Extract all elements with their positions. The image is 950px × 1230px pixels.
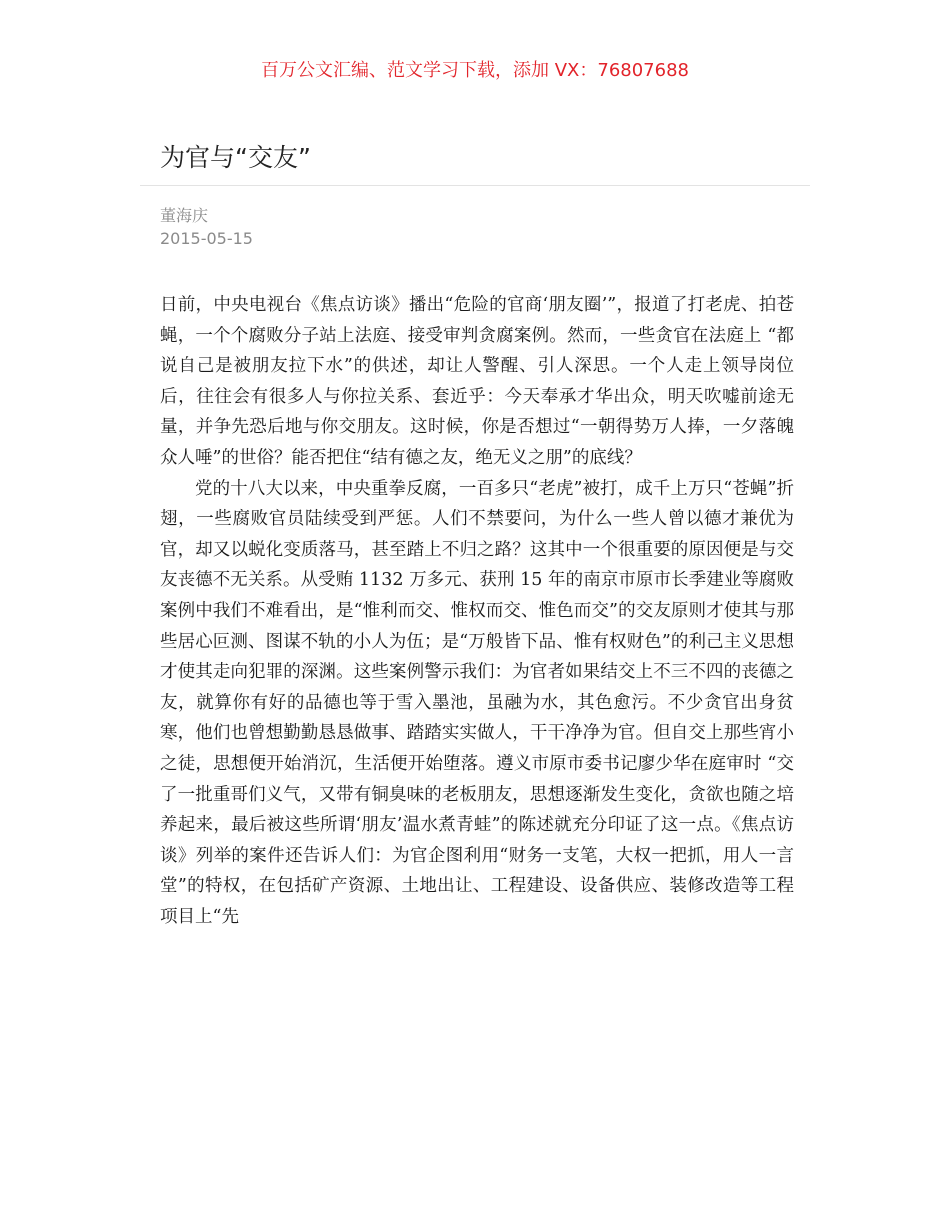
- article-body: [160, 290, 794, 932]
- article-author: 董海庆: [160, 206, 209, 225]
- article-date: 2015-05-15: [160, 229, 253, 248]
- article-paragraph: 日前，中央电视台《焦点访谈》播出“危险的官商‘朋友圈’”，报道了打老虎、拍苍蝇，一个个腐败分子站上法庭、接受审判贪腐案例。然而，一些贪官在法庭上 “都说自己是被朋友拉下水”的供述，却让人警醒、引人深思。一个人走上领导岗位后，往往会有很多人与你拉关系、套近乎：今天奉承才华出众，明天吹嘘前途无量，并争先恐后地与你交朋友。这时候，你是否想过“一朝得势万人捧，一夕落魄众人唾”的世俗？能否把住“结有德之友，绝无义之朋”的底线？: [160, 295, 794, 468]
- title-divider: [140, 185, 810, 186]
- promo-banner: 百万公文汇编、范文学习下载，添加 VX：76807688: [261, 60, 689, 81]
- article-paragraph: 党的十八大以来，中央重拳反腐，一百多只“老虎”被打，成千上万只“苍蝇”折翅，一些腐败官员陆续受到严惩。人们不禁要问，为什么一些人曾以德才兼优为官，却又以蜕化变质落马，甚至踏上不归之路？这其中一个很重要的原因便是与交友丧德不无关系。从受贿 1132 万多元、获刑 15 年的南京市原市长季建业等腐败案例中我们不难看出，是“惟利而交、惟权而交、惟色而交”的交友原则才使其与那些居心叵测、图谋不轨的小人为伍；是“万般皆下品、惟有权财色”的利己主义思想才使其走向犯罪的深渊。这些案例警示我们：为官者如果结交上不三不四的丧德之友，就算你有好的品德也等于雪入墨池，虽融为水，其色愈污。不少贪官出身贫寒，他们也曾想勤勤恳恳做事、踏踏实实做人，干干净净为官。但自交上那些宵小之徒，思想便开始消沉，生活便开始堕落。遵义市原市委书记廖少华在庭审时 “交了一批重哥们义气，又带有铜臭味的老板朋友，思想逐渐发生变化，贪欲也随之培养起来，最后被这些所谓‘朋友’温水煮青蛙”的陈述就充分印证了这一点。《焦点访谈》列举的案件还告诉人们：为官企图利用“财务一支笔，大权一把抓，用人一言堂”的特权，在包括矿产资源、土地出让、工程建设、设备供应、装修改造等工程项目上“先: [160, 478, 794, 927]
- article-title: 为官与“交友”: [160, 143, 311, 172]
